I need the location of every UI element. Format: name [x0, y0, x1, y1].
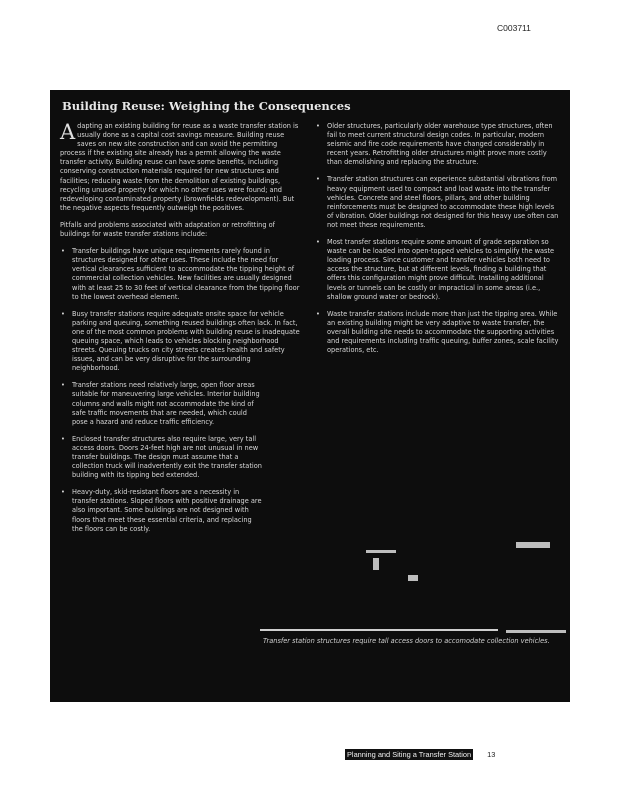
left-bullet-list: [60, 247, 300, 534]
photo-detail: [408, 575, 418, 581]
panel-title: Building Reuse: Weighing the Consequences: [62, 99, 351, 113]
bullet-item: • Transfer station structures can experience substantial vibrations from heavy equipment used to compact and load waste into the transfer vehicles. Concrete and steel floors, pillars, and other building reinforcements must be designed to accommodate these high levels of vibration. Older buildings not designed for this heavy use often can not meet these requirements.: [315, 175, 559, 230]
bullet-item: • Most transfer stations require some amount of grade separation so waste can be loaded into open-topped vehicles to simplify the waste loading process. Since customer and transfer vehicles both need to access the structure, but at different levels, finding a building that offers this configuration might prove difficult. Installing additional levels or tunnels can be costly or impractical in some areas (i.e., shallow ground water or bedrock).: [315, 238, 559, 302]
photo-caption: Transfer station structures require tall access doors to accomodate collection vehicles.: [263, 637, 550, 645]
transfer-station-photo: [258, 520, 566, 635]
intro-paragraph: [60, 122, 300, 213]
sidebar-panel: [50, 90, 570, 702]
bullet-item: • Heavy-duty, skid-resistant floors are a necessity in transfer stations. Sloped floors with positive drainage are also important. Some buildings are not designed with floors that meet these essential criteria, and replacing the floors can be costly.: [60, 488, 264, 533]
photo-detail: [516, 542, 550, 548]
right-bullet-list: [315, 122, 559, 355]
photo-detail: [373, 558, 379, 570]
right-column: [315, 122, 559, 363]
bullet-item: • Older structures, particularly older warehouse type structures, often fail to meet current structural design codes. In particular, modern seismic and fire code requirements have changed considerably in recent years. Retrofitting older structures might prove more costly than demolishing and replacing the structure.: [315, 122, 559, 167]
left-column: [60, 122, 300, 542]
footer-title: Planning and Siting a Transfer Station: [347, 750, 472, 759]
intro-text: dapting an existing building for reuse as a waste transfer station is usually done as a capital cost savings measure. Building reuse saves on new site construction and can avoid the permitting process if the existing site already has a permit allowing the waste transfer activity. Building reuse can have some benefits, including conserving construction materials required for new structures and facilities; reducing waste from the demolition of existing buildings, recycling unused property for which no other uses were found; and redeveloping contaminated property (brownfields redevelopment). But the negative aspects frequently outweigh the positives.: [60, 122, 299, 212]
drop-cap: A: [60, 120, 76, 144]
bullet-item: • Busy transfer stations require adequate onsite space for vehicle parking and queuing, something reused buildings often lack. In fact, one of the most common problems with building reuse is inadequate queuing space, which leads to vehicles blocking neighborhood streets. Queuing trucks on city streets creates health and safety issues, and can be very disruptive for the surrounding neighborhood.: [60, 310, 300, 374]
lead-in-paragraph: Pitfalls and problems associated with adaptation or retrofitting of buildings for waste transfer stations include:: [60, 220, 275, 239]
photo-detail: [366, 550, 396, 553]
photo-ground-line: [260, 629, 498, 631]
document-code: C003711: [497, 23, 531, 33]
bullet-item: • Transfer stations need relatively large, open floor areas suitable for maneuvering large vehicles. Interior building columns and walls might not accommodate the kind of safe traffic movements that are needed, which could pose a hazard and reduce traffic efficiency.: [60, 381, 264, 426]
bullet-item: • Enclosed transfer structures also require large, very tall access doors. Doors 24-feet high are not unusual in new transfer buildings. The design must assume that a collection truck will inadvertently exit the transfer station building with its tipping bed extended.: [60, 435, 264, 480]
bullet-item: • Waste transfer stations include more than just the tipping area. While an existing building might be very adaptive to waste transfer, the overall building site needs to accommodate the supporting activities and requirements including traffic queuing, buffer zones, scale facility operations, etc.: [315, 310, 559, 355]
page-footer: [345, 750, 495, 759]
page-number: 13: [487, 750, 496, 759]
bullet-item: • Transfer buildings have unique requirements rarely found in structures designed for other uses. These include the need for vertical clearances sufficient to accommodate the tipping height of commercial collection vehicles. New facilities are usually designed with at least 25 to 30 feet of vertical clearance from the tipping floor to the lowest overhead element.: [60, 247, 300, 302]
photo-detail: [506, 630, 566, 633]
